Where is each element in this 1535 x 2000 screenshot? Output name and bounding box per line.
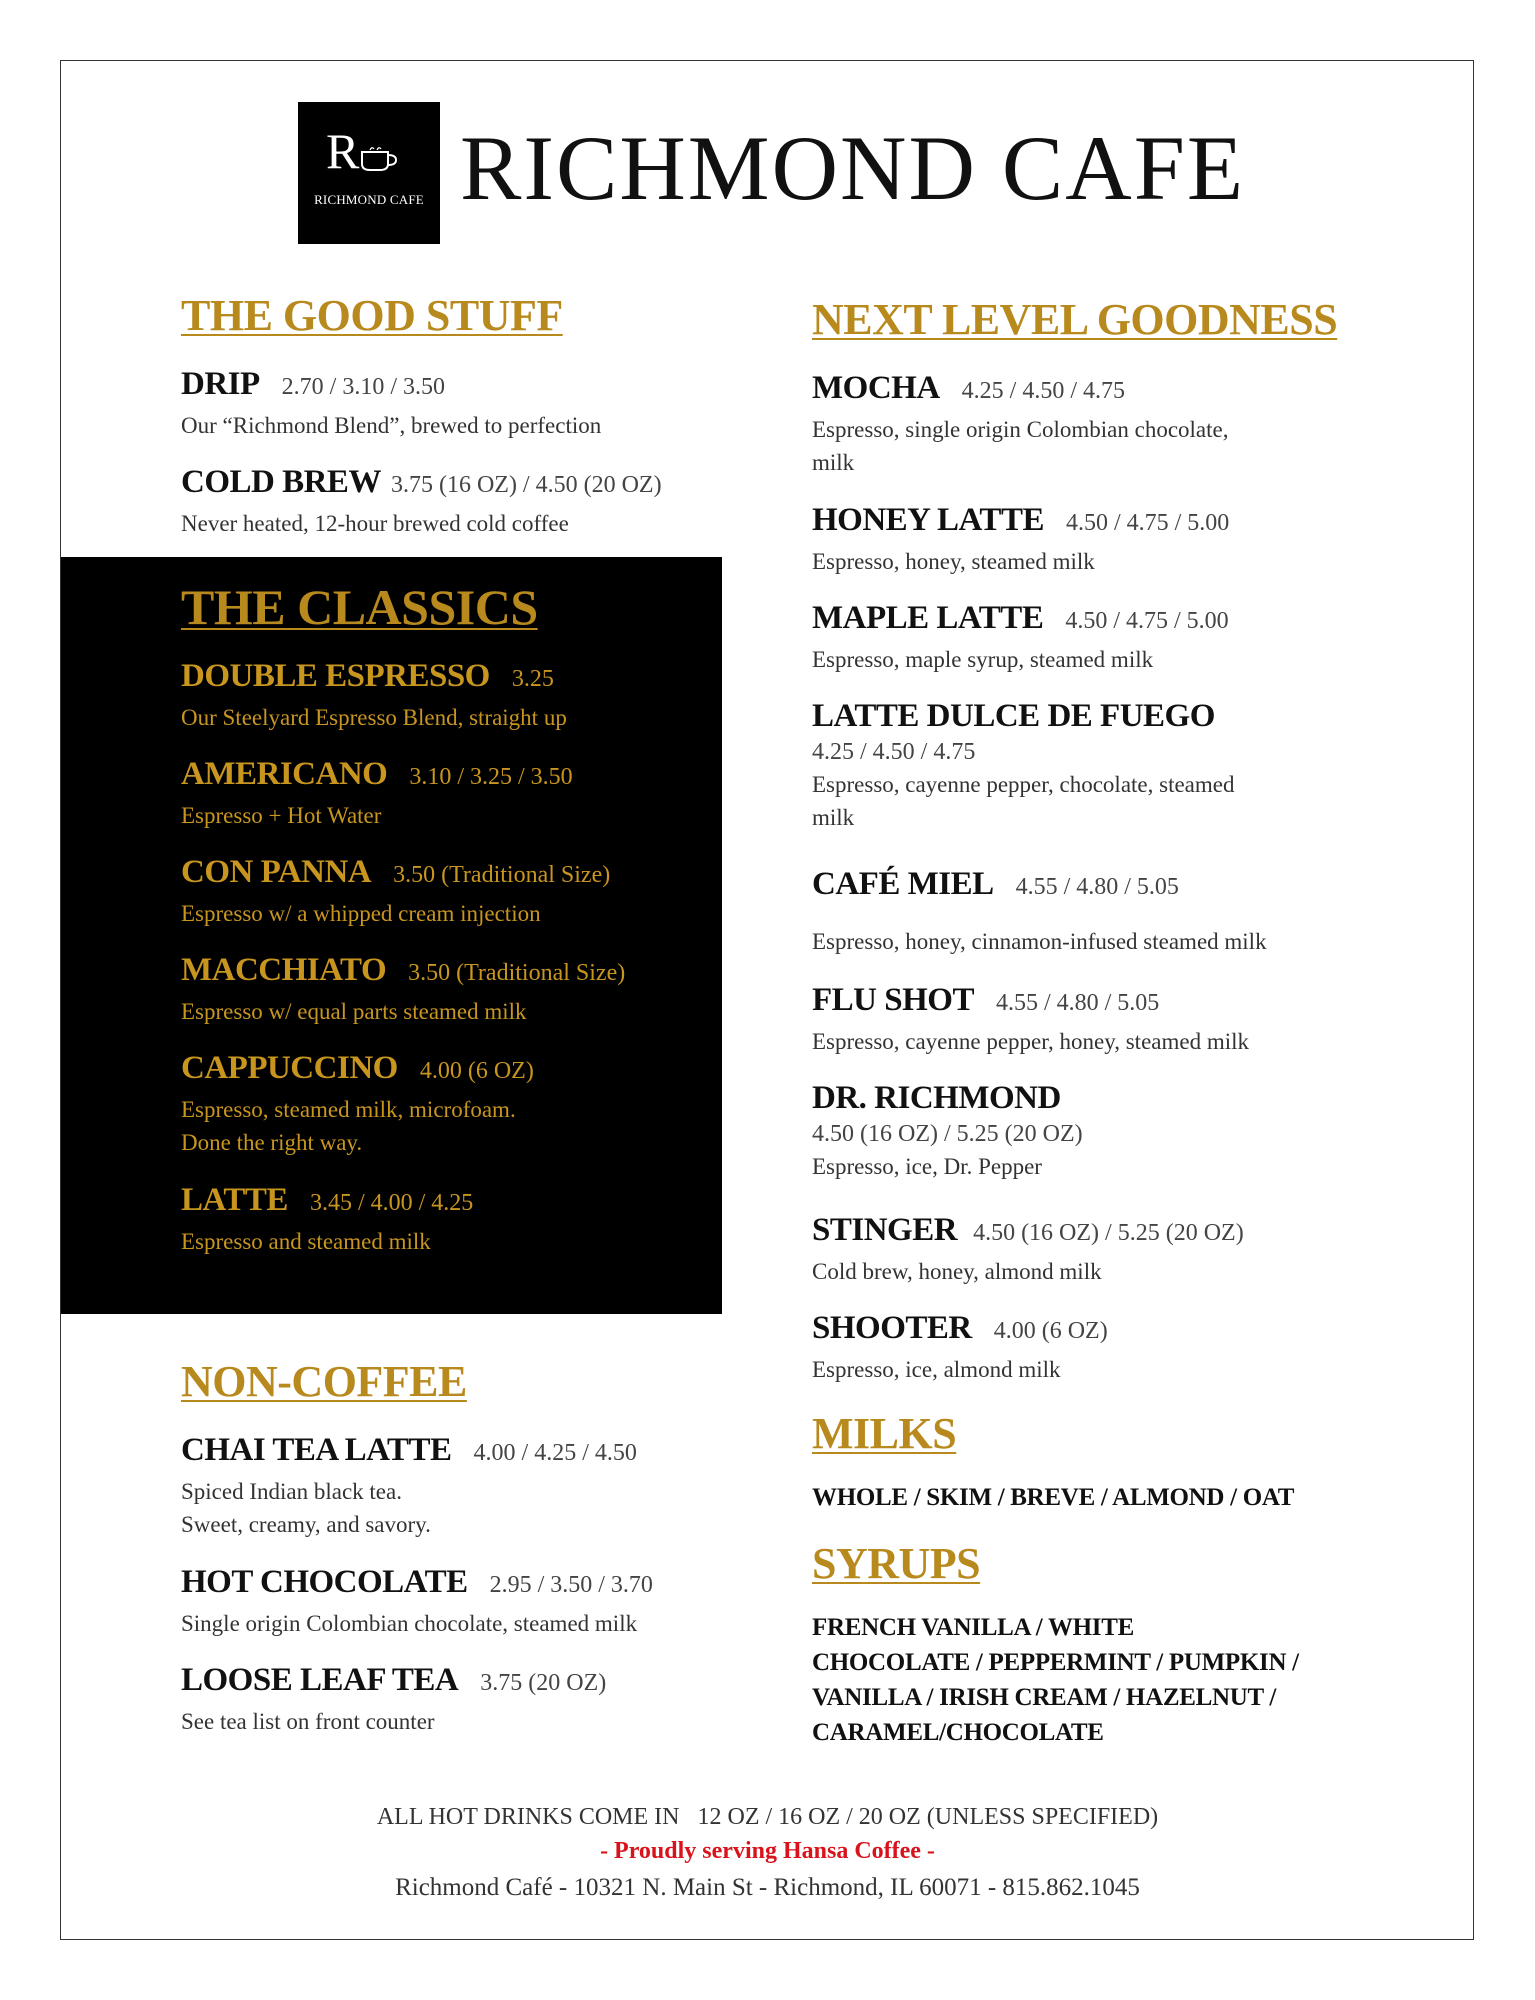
item-desc: Espresso, honey, cinnamon-infused steamed milk: [812, 929, 1267, 954]
menu-item: [181, 854, 610, 930]
section-heading-next-level: NEXT LEVEL GOODNESS: [812, 295, 1338, 344]
item-price: 3.25: [511, 666, 554, 692]
menu-item: [812, 866, 1267, 958]
syrups-line: VANILLA / IRISH CREAM / HAZELNUT /: [812, 1684, 1276, 1711]
syrups-line: CARAMEL/CHOCOLATE: [812, 1719, 1104, 1746]
milks-list: WHOLE / SKIM / BREVE / ALMOND / OAT: [812, 1484, 1295, 1511]
item-desc: Espresso, ice, Dr. Pepper: [812, 1154, 1042, 1179]
menu-item: [181, 464, 662, 540]
section-heading-good-stuff: THE GOOD STUFF: [181, 291, 563, 340]
menu-item: [181, 658, 567, 734]
item-price: 4.50 / 4.75 / 5.00: [1065, 510, 1230, 536]
item-desc: Never heated, 12-hour brewed cold coffee: [181, 511, 569, 536]
item-name: LATTE: [181, 1182, 288, 1218]
item-desc: Cold brew, honey, almond milk: [812, 1259, 1102, 1284]
section-heading-milks: MILKS: [812, 1409, 957, 1458]
menu-item: [181, 1182, 473, 1258]
section-heading-syrups: SYRUPS: [812, 1539, 981, 1588]
item-name: DRIP: [181, 366, 260, 402]
item-name: STINGER: [812, 1212, 958, 1248]
page-title: RICHMOND CAFE: [460, 117, 1246, 219]
coffee-cup-icon: [360, 146, 400, 172]
item-desc: Espresso, honey, steamed milk: [812, 549, 1095, 574]
item-name: DOUBLE ESPRESSO: [181, 658, 490, 694]
item-name: AMERICANO: [181, 756, 388, 792]
item-name: LATTE DULCE DE FUEGO: [812, 698, 1215, 734]
item-desc: Espresso + Hot Water: [181, 803, 382, 828]
menu-item: [812, 370, 1228, 480]
item-desc: Our Steelyard Espresso Blend, straight up: [181, 705, 567, 730]
item-price: 3.75 (20 OZ): [480, 1670, 607, 1696]
item-price: 2.95 / 3.50 / 3.70: [489, 1572, 653, 1598]
item-name: CON PANNA: [181, 854, 372, 890]
menu-item: [181, 756, 573, 832]
item-desc: Espresso w/ equal parts steamed milk: [181, 999, 527, 1024]
item-name: DR. RICHMOND: [812, 1080, 1061, 1116]
item-desc: Espresso, single origin Colombian chocolate,: [812, 417, 1229, 442]
item-price: 4.50 (16 OZ) / 5.25 (20 OZ): [812, 1121, 1083, 1147]
syrups-line: FRENCH VANILLA / WHITE: [812, 1614, 1134, 1641]
item-name: HOT CHOCOLATE: [181, 1564, 468, 1600]
menu-item: [181, 1662, 606, 1738]
menu-item: [181, 1432, 637, 1542]
item-name: COLD BREW: [181, 464, 381, 500]
item-desc-2: milk: [812, 805, 855, 831]
item-desc: See tea list on front counter: [181, 1709, 435, 1734]
item-desc: Espresso, steamed milk, microfoam.: [181, 1097, 516, 1122]
item-name: FLU SHOT: [812, 982, 974, 1018]
item-price: 4.25 / 4.50 / 4.75: [961, 378, 1125, 404]
menu-item: [181, 1564, 653, 1640]
menu-item: [812, 600, 1229, 676]
item-desc-2: Sweet, creamy, and savory.: [181, 1512, 431, 1538]
item-price: 3.50 (Traditional Size): [408, 960, 626, 986]
menu-item: [812, 1310, 1108, 1386]
item-price: 4.25 / 4.50 / 4.75: [812, 739, 976, 765]
logo-text: RICHMOND CAFE: [314, 192, 424, 207]
sizes-note: ALL HOT DRINKS COME IN 12 OZ / 16 OZ / 20 OZ (UNLESS SPECIFIED): [376, 1804, 1159, 1830]
menu-item: [812, 502, 1229, 578]
item-name: HONEY LATTE: [812, 502, 1044, 538]
item-desc: Espresso, cayenne pepper, chocolate, steamed: [812, 772, 1235, 797]
menu-item: [812, 698, 1234, 835]
item-price: 2.70 / 3.10 / 3.50: [281, 374, 446, 400]
item-desc: Espresso, cayenne pepper, honey, steamed milk: [812, 1029, 1249, 1054]
item-desc: Our “Richmond Blend”, brewed to perfection: [181, 413, 602, 438]
item-desc-2: Done the right way.: [181, 1130, 363, 1156]
section-heading-classics: THE CLASSICS: [181, 579, 538, 635]
item-price: 4.00 (6 OZ): [419, 1058, 534, 1084]
item-desc: Espresso, maple syrup, steamed milk: [812, 647, 1154, 672]
item-price: 4.50 (16 OZ) / 5.25 (20 OZ): [973, 1220, 1244, 1246]
logo-letter: R: [326, 123, 360, 179]
item-desc: Espresso and steamed milk: [181, 1229, 431, 1254]
syrups-list: [812, 1610, 1299, 1750]
menu-item: [181, 366, 601, 442]
syrups-line: CHOCOLATE / PEPPERMINT / PUMPKIN /: [812, 1649, 1299, 1676]
item-price: 4.50 / 4.75 / 5.00: [1065, 608, 1229, 634]
item-price: 4.00 (6 OZ): [993, 1318, 1108, 1344]
item-name: MOCHA: [812, 370, 940, 406]
menu-item: [812, 982, 1249, 1058]
item-desc: Espresso w/ a whipped cream injection: [181, 901, 541, 926]
item-desc-2: milk: [812, 450, 855, 476]
item-name: CHAI TEA LATTE: [181, 1432, 452, 1468]
item-desc: Espresso, ice, almond milk: [812, 1357, 1061, 1382]
menu-item: [181, 952, 625, 1028]
item-name: CAFÉ MIEL: [812, 866, 994, 902]
item-name: SHOOTER: [812, 1310, 972, 1346]
item-price: 3.45 / 4.00 / 4.25: [309, 1190, 474, 1216]
menu-item: [181, 1050, 534, 1160]
menu-item: [812, 1080, 1083, 1183]
item-price: 3.50 (Traditional Size): [393, 862, 611, 888]
item-price: 3.75 (16 OZ) / 4.50 (20 OZ): [390, 472, 662, 498]
item-price: 4.00 / 4.25 / 4.50: [473, 1440, 637, 1466]
item-name: LOOSE LEAF TEA: [181, 1662, 459, 1698]
menu-item: [812, 1212, 1244, 1288]
item-desc: Spiced Indian black tea.: [181, 1479, 402, 1504]
address-line: Richmond Café - 10321 N. Main St - Richmond, IL 60071 - 815.862.1045: [395, 1874, 1140, 1901]
item-name: CAPPUCCINO: [181, 1050, 398, 1086]
item-name: MAPLE LATTE: [812, 600, 1044, 636]
item-name: MACCHIATO: [181, 952, 387, 988]
item-price: 4.55 / 4.80 / 5.05: [1015, 874, 1179, 900]
cafe-logo: [298, 102, 440, 244]
item-desc: Single origin Colombian chocolate, steamed milk: [181, 1611, 638, 1636]
item-price: 4.55 / 4.80 / 5.05: [995, 990, 1160, 1016]
section-heading-non-coffee: NON-COFFEE: [181, 1357, 467, 1406]
tagline: - Proudly serving Hansa Coffee -: [600, 1838, 935, 1864]
item-price: 3.10 / 3.25 / 3.50: [409, 764, 573, 790]
